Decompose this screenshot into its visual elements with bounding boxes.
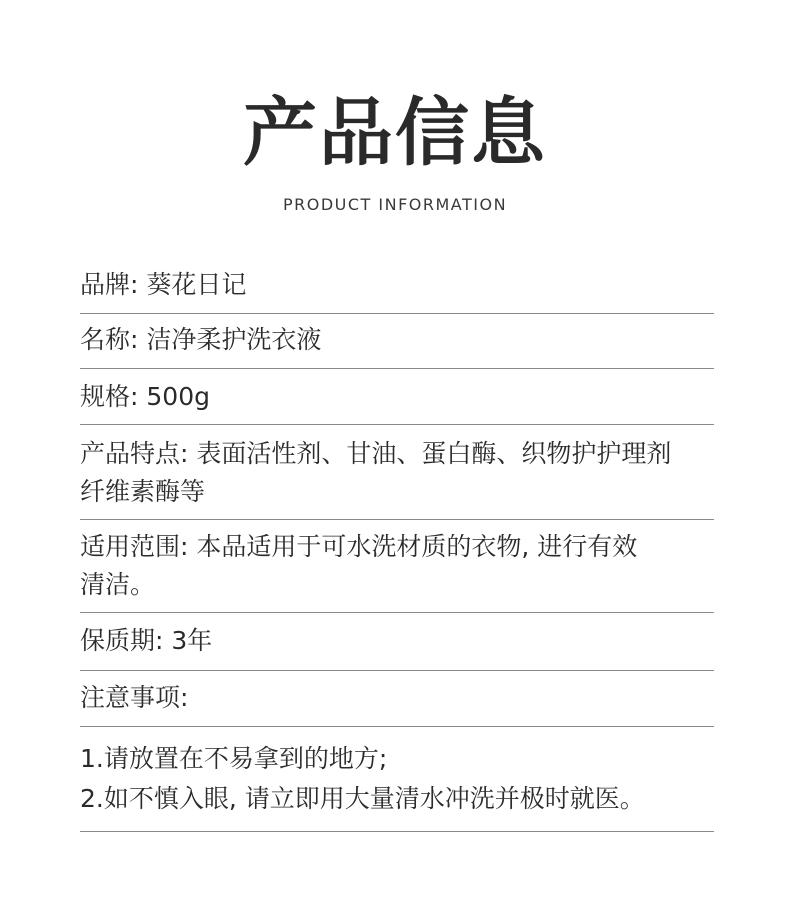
info-row-precautions [80, 671, 714, 727]
shelf-life-label: 保质期: [80, 626, 164, 655]
features-label: 产品特点: [80, 439, 189, 468]
features-value: 表面活性剂、甘油、蛋白酶、织物护护理剂 纤维素酶等 [80, 439, 672, 506]
info-row-shelf-life [80, 613, 714, 671]
product-info-list [80, 260, 714, 832]
page-header [0, 88, 790, 216]
info-row-spec [80, 369, 714, 425]
spec-label: 规格: [80, 382, 139, 411]
name-value: 洁净柔护洗衣液 [138, 325, 322, 354]
info-row-brand [80, 260, 714, 314]
page-subtitle: PRODUCT INFORMATION [282, 195, 508, 214]
info-row-scope [80, 520, 714, 613]
info-row-precautions-detail [80, 727, 714, 832]
info-row-features [80, 425, 714, 520]
scope-value: 本品适用于可水洗材质的衣物, 进行有效 清洁。 [80, 532, 638, 599]
precautions-detail-value: 1.请放置在不易拿到的地方; 2.如不慎入眼, 请立即用大量清水冲洗并极时就医。 [80, 744, 645, 813]
spec-value: 500g [138, 382, 210, 411]
precautions-label: 注意事项: [80, 683, 189, 712]
brand-value: 葵花日记 [138, 270, 247, 299]
page-title: 产品信息 [243, 90, 547, 176]
brand-label: 品牌: [80, 270, 139, 299]
scope-label: 适用范围: [80, 532, 189, 561]
shelf-life-value: 3年 [163, 626, 213, 655]
info-row-name [80, 314, 714, 369]
name-label: 名称: [80, 325, 139, 354]
